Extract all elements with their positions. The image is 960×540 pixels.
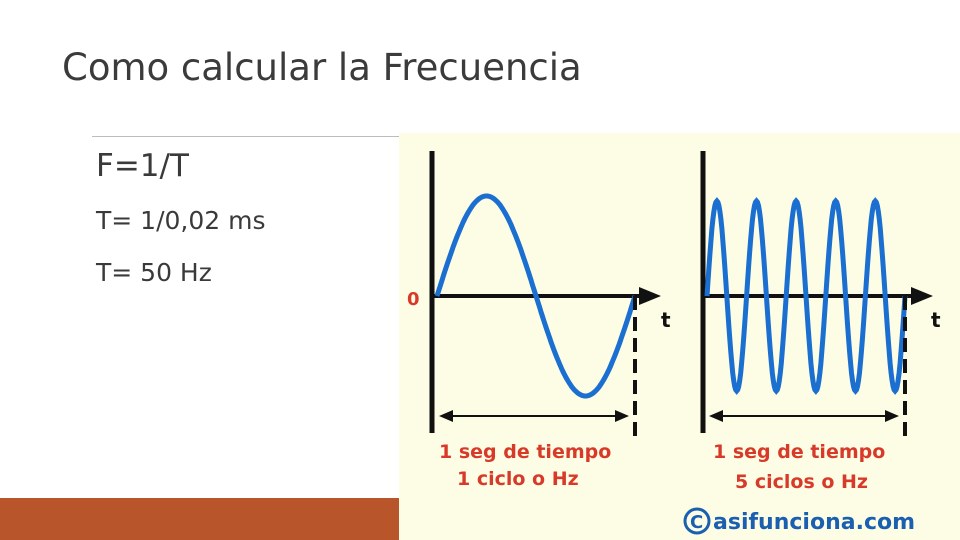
left-caption-line1: 1 seg de tiempo — [439, 441, 612, 463]
accent-bar — [0, 498, 400, 540]
right-arrow-end — [885, 410, 899, 422]
left-caption-line2: 1 ciclo o Hz — [457, 468, 579, 490]
watermark-text: asifunciona.com — [713, 510, 916, 535]
right-caption-line2: 5 ciclos o Hz — [735, 471, 868, 493]
frequency-line: T= 50 Hz — [96, 258, 212, 287]
period-line: T= 1/0,02 ms — [96, 206, 266, 235]
zero-label: 0 — [407, 289, 420, 310]
right-t-label: t — [931, 308, 941, 332]
left-axis-arrowhead — [639, 287, 661, 305]
left-t-label: t — [661, 308, 671, 332]
right-caption-line1: 1 seg de tiempo — [713, 441, 886, 463]
left-arrow-start — [439, 410, 453, 422]
frequency-diagram — [399, 133, 960, 540]
title-divider — [92, 136, 402, 137]
right-axis-arrowhead — [911, 287, 933, 305]
formula-line: F=1/T — [96, 148, 189, 184]
slide-title: Como calcular la Frecuencia — [62, 46, 582, 89]
left-arrow-end — [615, 410, 629, 422]
right-arrow-start — [709, 410, 723, 422]
copyright-icon-letter: C — [690, 512, 704, 533]
